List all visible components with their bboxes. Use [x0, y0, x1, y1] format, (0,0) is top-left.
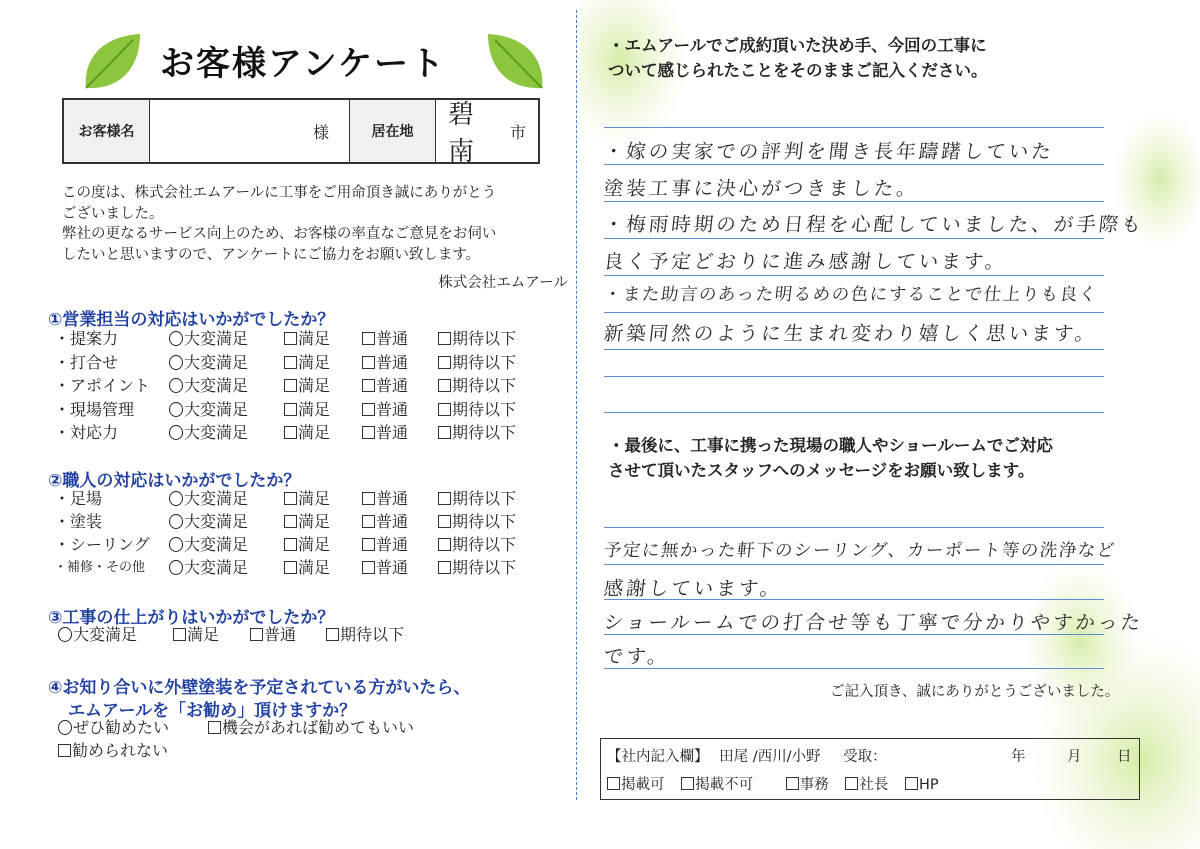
checkbox-icon	[362, 426, 375, 439]
option-great[interactable]: 大変満足	[169, 399, 248, 421]
office-label: 【社内記入欄】	[607, 749, 709, 765]
intro-line: したいと思いますので、アンケートにご協力をお願い致します。	[62, 246, 481, 263]
office-received-label: 受取：	[843, 749, 887, 765]
option-great[interactable]: 大変満足	[169, 557, 248, 579]
checkbox-icon	[362, 492, 375, 505]
answer-rule	[604, 527, 1104, 528]
option-good[interactable]: 満足	[284, 511, 330, 533]
option-below[interactable]: 期待以下	[438, 375, 516, 397]
customer-name-label: お客様名	[64, 100, 150, 162]
q4-option-no[interactable]: 勧められない	[58, 740, 168, 762]
option-below[interactable]: 期待以下	[438, 328, 516, 350]
checkbox-icon	[438, 403, 451, 416]
intro-line: 弊社の更なるサービス向上のため、お客様の率直なご意見をお伺い	[62, 226, 497, 242]
selected-circle-icon	[169, 491, 183, 506]
office-check-nopublish[interactable]: 掲載不可	[681, 777, 753, 793]
selected-circle-icon	[58, 627, 72, 642]
checkbox-icon	[284, 492, 297, 505]
q1-row-label: ・対応力	[54, 423, 119, 442]
handwritten-answer-line: 塗装工事に決心がつきました。	[602, 177, 921, 200]
office-month-label: 月	[1067, 749, 1082, 765]
q1-row	[54, 328, 544, 350]
checkbox-icon	[362, 379, 375, 392]
handwritten-answer-line: 良く予定どおりに進み感謝しています。	[602, 250, 1009, 273]
option-normal[interactable]: 普通	[362, 375, 408, 397]
checkbox-icon	[607, 777, 620, 790]
q3-option-below[interactable]: 期待以下	[326, 624, 404, 646]
checkbox-icon	[438, 538, 451, 551]
office-year-label: 年	[1011, 749, 1026, 765]
office-check-hp[interactable]: HP	[905, 777, 939, 793]
option-great[interactable]: 大変満足	[169, 375, 248, 397]
q6-heading	[608, 433, 1053, 483]
selected-circle-icon	[169, 537, 183, 552]
q6-heading-line: させて頂いたスタッフへのメッセージをお願い致します。	[608, 461, 1035, 480]
q1-row-label: ・提案力	[54, 329, 119, 348]
company-signature: 株式会社エムアール	[438, 275, 568, 291]
q3-option-great[interactable]: 大変満足	[58, 624, 137, 646]
leaf-icon-right	[480, 28, 550, 98]
selected-circle-icon	[169, 425, 183, 440]
office-day-label: 日	[1117, 749, 1132, 765]
q1-row-label: ・打合せ	[54, 352, 119, 372]
checkbox-icon	[284, 538, 297, 551]
location-value: 碧南	[448, 100, 481, 167]
q1-heading: ①営業担当の対応はいかがでしたか？	[48, 310, 335, 330]
checkbox-icon	[362, 332, 375, 345]
q1-row	[54, 399, 544, 421]
option-great[interactable]: 大変満足	[169, 534, 248, 556]
option-great[interactable]: 大変満足	[169, 328, 248, 350]
option-normal[interactable]: 普通	[362, 511, 408, 533]
checkbox-icon	[362, 356, 375, 369]
answer-rule	[604, 201, 1104, 202]
leaf-icon-left	[78, 28, 148, 98]
thanks-message: ご記入頂き、誠にありがとうございました。	[830, 684, 1120, 700]
checkbox-icon	[438, 492, 451, 505]
handwritten-answer-line: ・嫁の実家での評判を聞き長年躊躇していた	[602, 140, 1056, 163]
q3-option-good[interactable]: 満足	[173, 624, 219, 646]
q2-row-label: ・足場	[54, 489, 103, 508]
q2-row	[54, 557, 544, 579]
answer-rule	[604, 668, 1104, 669]
checkbox-icon	[681, 777, 694, 790]
checkbox-icon	[284, 426, 297, 439]
answer-rule	[604, 564, 1104, 565]
internal-use-box	[600, 738, 1140, 800]
checkbox-icon	[284, 515, 297, 528]
q2-row	[54, 488, 544, 510]
checkbox-icon	[284, 356, 297, 369]
location-suffix: 市	[509, 122, 526, 142]
selected-circle-icon	[169, 355, 183, 370]
selected-circle-icon	[169, 331, 183, 346]
checkbox-icon	[362, 515, 375, 528]
name-suffix: 様	[312, 122, 329, 142]
checkbox-icon	[173, 628, 186, 641]
office-row1	[607, 745, 887, 766]
checkbox-icon	[284, 403, 297, 416]
q2-heading: ②職人の対応はいかがでしたか？	[48, 471, 301, 491]
option-normal[interactable]: 普通	[362, 328, 408, 350]
checkbox-icon	[438, 356, 451, 369]
office-check-publish[interactable]: 掲載可	[607, 777, 665, 793]
option-good[interactable]: 満足	[284, 328, 330, 350]
checkbox-icon	[284, 332, 297, 345]
q5-heading-line: ついて感じられたことをそのままご記入ください。	[608, 61, 988, 80]
q5-heading-line: ・エムアールでご成約頂いた決め手、今回の工事に	[608, 36, 987, 55]
answer-rule	[604, 164, 1104, 165]
option-below[interactable]: 期待以下	[438, 534, 516, 556]
q3-options	[58, 624, 478, 646]
customer-name-field[interactable]	[150, 100, 350, 162]
checkbox-icon	[362, 403, 375, 416]
answer-rule	[604, 349, 1104, 350]
option-great[interactable]: 大変満足	[169, 422, 248, 444]
option-normal[interactable]: 普通	[362, 352, 408, 374]
selected-circle-icon	[169, 378, 183, 393]
q2-row	[54, 511, 544, 533]
option-good[interactable]: 満足	[284, 488, 330, 510]
option-great[interactable]: 大変満足	[169, 511, 248, 533]
handwritten-answer-line: ・梅雨時期のため日程を心配していました、が手際も	[602, 213, 1146, 236]
checkbox-icon	[905, 777, 918, 790]
option-below[interactable]: 期待以下	[438, 422, 516, 444]
q4-heading-line2: エムアールを「お勧め」頂けますか？	[68, 701, 357, 721]
location-field[interactable]	[436, 100, 538, 167]
handwritten-answer-line: 新築同然のように生まれ変わり嬉しく思います。	[602, 322, 1099, 345]
handwritten-answer-line: ショールームでの打合せ等も丁寧で分かりやすかった	[602, 611, 1145, 634]
intro-line: この度は、株式会社エムアールに工事をご用命頂き誠にありがとう	[62, 185, 497, 201]
q1-row	[54, 422, 544, 444]
q3-option-normal[interactable]: 普通	[250, 624, 296, 646]
q2-row-label: ・シーリング	[54, 535, 150, 554]
q1-row-label: ・現場管理	[54, 399, 135, 419]
handwritten-answer-line: です。	[602, 645, 672, 668]
checkbox-icon	[58, 744, 71, 757]
q4-heading-line1: ④お知り合いに外壁塗装を予定されている方がいたら、	[48, 678, 471, 698]
q1-row	[54, 375, 544, 397]
office-staff: 田尾 /西川/小野	[719, 749, 821, 765]
answer-rule	[604, 238, 1104, 239]
q2-row-label: ・補修・その他	[54, 560, 146, 575]
option-great[interactable]: 大変満足	[169, 488, 248, 510]
answer-rule	[604, 412, 1104, 413]
checkbox-icon	[284, 561, 297, 574]
q4-options-row2	[58, 740, 358, 762]
intro-text	[62, 183, 567, 265]
option-good[interactable]: 満足	[284, 399, 330, 421]
option-great[interactable]: 大変満足	[169, 352, 248, 374]
office-check-president[interactable]: 社長	[845, 777, 888, 793]
answer-rule	[604, 127, 1104, 128]
checkbox-icon	[208, 721, 221, 734]
checkbox-icon	[438, 379, 451, 392]
checkbox-icon	[438, 515, 451, 528]
checkbox-icon	[438, 561, 451, 574]
q2-row-label: ・塗装	[54, 512, 103, 531]
intro-line: ございました。	[62, 205, 164, 222]
page-title: お客様アンケート	[160, 44, 446, 84]
selected-circle-icon	[58, 720, 72, 735]
option-good[interactable]: 満足	[284, 422, 330, 444]
option-good[interactable]: 満足	[284, 557, 330, 579]
option-below[interactable]: 期待以下	[438, 511, 516, 533]
checkbox-icon	[326, 628, 339, 641]
option-normal[interactable]: 普通	[362, 422, 408, 444]
answer-rule	[604, 312, 1104, 313]
checkbox-icon	[362, 538, 375, 551]
selected-circle-icon	[169, 560, 183, 575]
handwritten-answer-line: 感謝しています。	[602, 577, 784, 600]
option-normal[interactable]: 普通	[362, 399, 408, 421]
checkbox-icon	[362, 561, 375, 574]
q6-heading-line: ・最後に、工事に携った現場の職人やショールームでご対応	[608, 436, 1053, 455]
answer-rule	[604, 275, 1104, 276]
option-normal[interactable]: 普通	[362, 534, 408, 556]
q4-option-maybe[interactable]: 機会があれば勧めてもいい	[208, 717, 414, 739]
option-below[interactable]: 期待以下	[438, 488, 516, 510]
checkbox-icon	[284, 379, 297, 392]
office-row2	[607, 773, 939, 794]
selected-circle-icon	[169, 402, 183, 417]
customer-info-box	[62, 98, 540, 167]
office-check-admin[interactable]: 事務	[786, 777, 829, 793]
checkbox-icon	[845, 777, 858, 790]
q1-row	[54, 352, 544, 374]
handwritten-answer-line: ・また助言のあった明るめの色にすることで仕上りも良く	[602, 285, 1099, 305]
selected-circle-icon	[169, 514, 183, 529]
option-good[interactable]: 満足	[284, 534, 330, 556]
handwritten-answer-line: 予定に無かった軒下のシーリング、カーポート等の洗浄など	[602, 541, 1117, 561]
q4-options-row1	[58, 717, 538, 739]
q1-row-label: ・アポイント	[54, 376, 151, 395]
checkbox-icon	[438, 332, 451, 345]
option-normal[interactable]: 普通	[362, 557, 408, 579]
q3-heading: ③工事の仕上がりはいかがでしたか？	[48, 608, 335, 628]
option-below[interactable]: 期待以下	[438, 557, 516, 579]
option-good[interactable]: 満足	[284, 375, 330, 397]
option-below[interactable]: 期待以下	[438, 352, 516, 374]
checkbox-icon	[786, 777, 799, 790]
checkbox-icon	[250, 628, 263, 641]
option-below[interactable]: 期待以下	[438, 399, 516, 421]
checkbox-icon	[438, 426, 451, 439]
option-good[interactable]: 満足	[284, 352, 330, 374]
q5-heading	[608, 33, 988, 83]
q4-option-recommend[interactable]: ぜひ勧めたい	[58, 717, 169, 739]
answer-rule	[604, 376, 1104, 377]
option-normal[interactable]: 普通	[362, 488, 408, 510]
q2-row	[54, 534, 544, 556]
location-label: 居在地	[350, 100, 436, 162]
column-divider	[576, 10, 577, 800]
